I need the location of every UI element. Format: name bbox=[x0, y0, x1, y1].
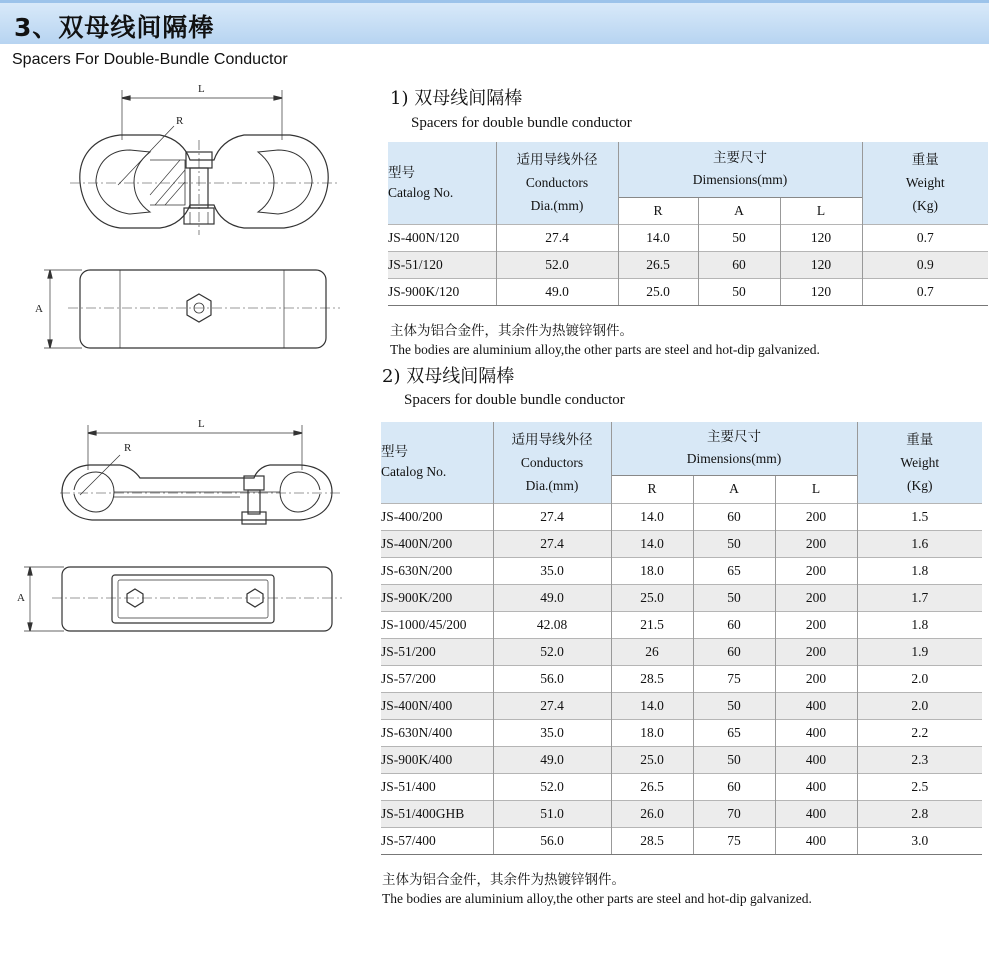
drawing-top-spacer bbox=[70, 90, 340, 235]
cell-conductor-dia: 49.0 bbox=[493, 746, 611, 773]
cell-catalog: JS-630N/200 bbox=[381, 557, 493, 584]
cell-conductor-dia: 49.0 bbox=[493, 584, 611, 611]
cell-catalog: JS-900K/400 bbox=[381, 746, 493, 773]
table-row bbox=[381, 557, 982, 584]
cell-l: 120 bbox=[780, 278, 862, 305]
cell-l: 200 bbox=[775, 638, 857, 665]
cell-a: 60 bbox=[693, 503, 775, 530]
cell-conductor-dia: 27.4 bbox=[496, 224, 618, 251]
cell-l: 400 bbox=[775, 800, 857, 827]
cell-a: 75 bbox=[693, 665, 775, 692]
cell-r: 21.5 bbox=[611, 611, 693, 638]
cell-catalog: JS-51/200 bbox=[381, 638, 493, 665]
cell-weight: 2.5 bbox=[857, 773, 982, 800]
cell-l: 120 bbox=[780, 224, 862, 251]
cell-weight: 0.9 bbox=[862, 251, 988, 278]
cell-conductor-dia: 27.4 bbox=[493, 530, 611, 557]
table-row bbox=[381, 638, 982, 665]
cell-weight: 0.7 bbox=[862, 224, 988, 251]
cell-catalog: JS-1000/45/200 bbox=[381, 611, 493, 638]
table-row bbox=[381, 530, 982, 557]
cell-l: 400 bbox=[775, 827, 857, 854]
col-weight: 重量 Weight (Kg) bbox=[857, 422, 982, 503]
col-conductors: 适用导线外径 Conductors Dia.(mm) bbox=[493, 422, 611, 503]
section1-table bbox=[388, 142, 988, 306]
cell-catalog: JS-57/200 bbox=[381, 665, 493, 692]
table-row bbox=[388, 251, 988, 278]
cell-l: 200 bbox=[775, 557, 857, 584]
label-A-bottom: A bbox=[17, 592, 25, 604]
section2-note-cn: 主体为铝合金件，其余件为热镀锌钢件。 bbox=[382, 872, 625, 887]
cell-r: 14.0 bbox=[618, 224, 698, 251]
cell-conductor-dia: 56.0 bbox=[493, 665, 611, 692]
cell-conductor-dia: 35.0 bbox=[493, 557, 611, 584]
cell-catalog: JS-400N/200 bbox=[381, 530, 493, 557]
col-r: R bbox=[611, 475, 693, 503]
cell-conductor-dia: 52.0 bbox=[493, 638, 611, 665]
section2-title: 2) 双母线间隔棒 bbox=[382, 366, 515, 387]
cell-conductor-dia: 35.0 bbox=[493, 719, 611, 746]
cell-r: 25.0 bbox=[611, 746, 693, 773]
cell-conductor-dia: 52.0 bbox=[496, 251, 618, 278]
cell-r: 18.0 bbox=[611, 557, 693, 584]
cell-l: 200 bbox=[775, 530, 857, 557]
cell-a: 70 bbox=[693, 800, 775, 827]
cell-a: 60 bbox=[693, 773, 775, 800]
section2-subtitle: Spacers for double bundle conductor bbox=[404, 392, 625, 408]
cell-r: 26.0 bbox=[611, 800, 693, 827]
cell-catalog: JS-57/400 bbox=[381, 827, 493, 854]
table-row bbox=[381, 746, 982, 773]
cell-weight: 2.0 bbox=[857, 692, 982, 719]
cell-catalog: JS-51/400 bbox=[381, 773, 493, 800]
drawing-labels bbox=[17, 83, 205, 604]
col-dimensions: 主要尺寸 Dimensions(mm) bbox=[618, 142, 862, 197]
table-row bbox=[381, 692, 982, 719]
cell-a: 50 bbox=[693, 584, 775, 611]
cell-weight: 2.0 bbox=[857, 665, 982, 692]
cell-a: 50 bbox=[698, 278, 780, 305]
cell-weight: 1.9 bbox=[857, 638, 982, 665]
label-L-top: L bbox=[198, 83, 205, 95]
section1-subtitle: Spacers for double bundle conductor bbox=[411, 115, 632, 131]
col-weight: 重量 Weight (Kg) bbox=[862, 142, 988, 224]
table-row bbox=[381, 503, 982, 530]
section1-note-en: The bodies are aluminium alloy,the other parts are steel and hot-dip galvanized. bbox=[390, 342, 820, 357]
cell-a: 65 bbox=[693, 557, 775, 584]
section1-title: 1) 双母线间隔棒 bbox=[390, 88, 523, 109]
label-A-top: A bbox=[35, 303, 43, 315]
col-a: A bbox=[698, 197, 780, 224]
table-row bbox=[388, 224, 988, 251]
section2-note-en: The bodies are aluminium alloy,the other parts are steel and hot-dip galvanized. bbox=[382, 891, 812, 906]
col-l: L bbox=[780, 197, 862, 224]
cell-conductor-dia: 27.4 bbox=[493, 692, 611, 719]
cell-catalog: JS-900K/200 bbox=[381, 584, 493, 611]
cell-l: 200 bbox=[775, 584, 857, 611]
cell-a: 60 bbox=[693, 611, 775, 638]
col-a: A bbox=[693, 475, 775, 503]
col-conductors: 适用导线外径 Conductors Dia.(mm) bbox=[496, 142, 618, 224]
table-row bbox=[388, 278, 988, 305]
cell-r: 14.0 bbox=[611, 530, 693, 557]
cell-r: 25.0 bbox=[618, 278, 698, 305]
section2-table bbox=[381, 422, 982, 855]
table-row bbox=[381, 584, 982, 611]
cell-conductor-dia: 49.0 bbox=[496, 278, 618, 305]
label-R-top: R bbox=[176, 115, 184, 127]
cell-r: 14.0 bbox=[611, 503, 693, 530]
cell-weight: 1.8 bbox=[857, 557, 982, 584]
cell-a: 50 bbox=[693, 746, 775, 773]
cell-a: 50 bbox=[693, 530, 775, 557]
cell-weight: 2.8 bbox=[857, 800, 982, 827]
cell-l: 200 bbox=[775, 503, 857, 530]
cell-conductor-dia: 56.0 bbox=[493, 827, 611, 854]
cell-a: 75 bbox=[693, 827, 775, 854]
cell-catalog: JS-400/200 bbox=[381, 503, 493, 530]
drawing-bottom-spacer bbox=[60, 425, 340, 524]
col-l: L bbox=[775, 475, 857, 503]
table-row bbox=[381, 665, 982, 692]
cell-r: 26 bbox=[611, 638, 693, 665]
col-r: R bbox=[618, 197, 698, 224]
cell-catalog: JS-400N/400 bbox=[381, 692, 493, 719]
cell-conductor-dia: 27.4 bbox=[493, 503, 611, 530]
cell-a: 50 bbox=[698, 224, 780, 251]
cell-conductor-dia: 51.0 bbox=[493, 800, 611, 827]
cell-l: 200 bbox=[775, 665, 857, 692]
cell-l: 400 bbox=[775, 692, 857, 719]
cell-a: 50 bbox=[693, 692, 775, 719]
cell-r: 26.5 bbox=[611, 773, 693, 800]
cell-weight: 3.0 bbox=[857, 827, 982, 854]
cell-a: 65 bbox=[693, 719, 775, 746]
cell-weight: 1.7 bbox=[857, 584, 982, 611]
cell-a: 60 bbox=[693, 638, 775, 665]
col-catalog: 型号 Catalog No. bbox=[388, 142, 496, 224]
cell-conductor-dia: 52.0 bbox=[493, 773, 611, 800]
cell-r: 25.0 bbox=[611, 584, 693, 611]
cell-weight: 2.3 bbox=[857, 746, 982, 773]
cell-catalog: JS-51/120 bbox=[388, 251, 496, 278]
cell-weight: 1.6 bbox=[857, 530, 982, 557]
col-catalog: 型号 Catalog No. bbox=[381, 422, 493, 503]
page-subtitle: Spacers For Double-Bundle Conductor bbox=[12, 51, 288, 68]
cell-catalog: JS-630N/400 bbox=[381, 719, 493, 746]
drawing-top-spacer-side bbox=[44, 270, 340, 348]
cell-weight: 1.5 bbox=[857, 503, 982, 530]
cell-r: 26.5 bbox=[618, 251, 698, 278]
drawing-bottom-spacer-side bbox=[24, 567, 342, 631]
cell-catalog: JS-51/400GHB bbox=[381, 800, 493, 827]
cell-r: 14.0 bbox=[611, 692, 693, 719]
table-row bbox=[381, 719, 982, 746]
table-row bbox=[381, 800, 982, 827]
cell-r: 28.5 bbox=[611, 665, 693, 692]
section1-note-cn: 主体为铝合金件，其余件为热镀锌钢件。 bbox=[390, 323, 633, 338]
cell-r: 28.5 bbox=[611, 827, 693, 854]
cell-conductor-dia: 42.08 bbox=[493, 611, 611, 638]
cell-l: 400 bbox=[775, 719, 857, 746]
cell-a: 60 bbox=[698, 251, 780, 278]
cell-l: 400 bbox=[775, 746, 857, 773]
cell-l: 120 bbox=[780, 251, 862, 278]
cell-weight: 0.7 bbox=[862, 278, 988, 305]
label-L-bottom: L bbox=[198, 418, 205, 430]
cell-weight: 1.8 bbox=[857, 611, 982, 638]
cell-l: 200 bbox=[775, 611, 857, 638]
col-dimensions: 主要尺寸 Dimensions(mm) bbox=[611, 422, 857, 475]
cell-l: 400 bbox=[775, 773, 857, 800]
page-title: 3、双母线间隔棒 bbox=[14, 13, 215, 42]
table-row bbox=[381, 827, 982, 854]
table-row bbox=[381, 773, 982, 800]
table-row bbox=[381, 611, 982, 638]
cell-r: 18.0 bbox=[611, 719, 693, 746]
cell-weight: 2.2 bbox=[857, 719, 982, 746]
label-R-bottom: R bbox=[124, 442, 132, 454]
cell-catalog: JS-900K/120 bbox=[388, 278, 496, 305]
cell-catalog: JS-400N/120 bbox=[388, 224, 496, 251]
